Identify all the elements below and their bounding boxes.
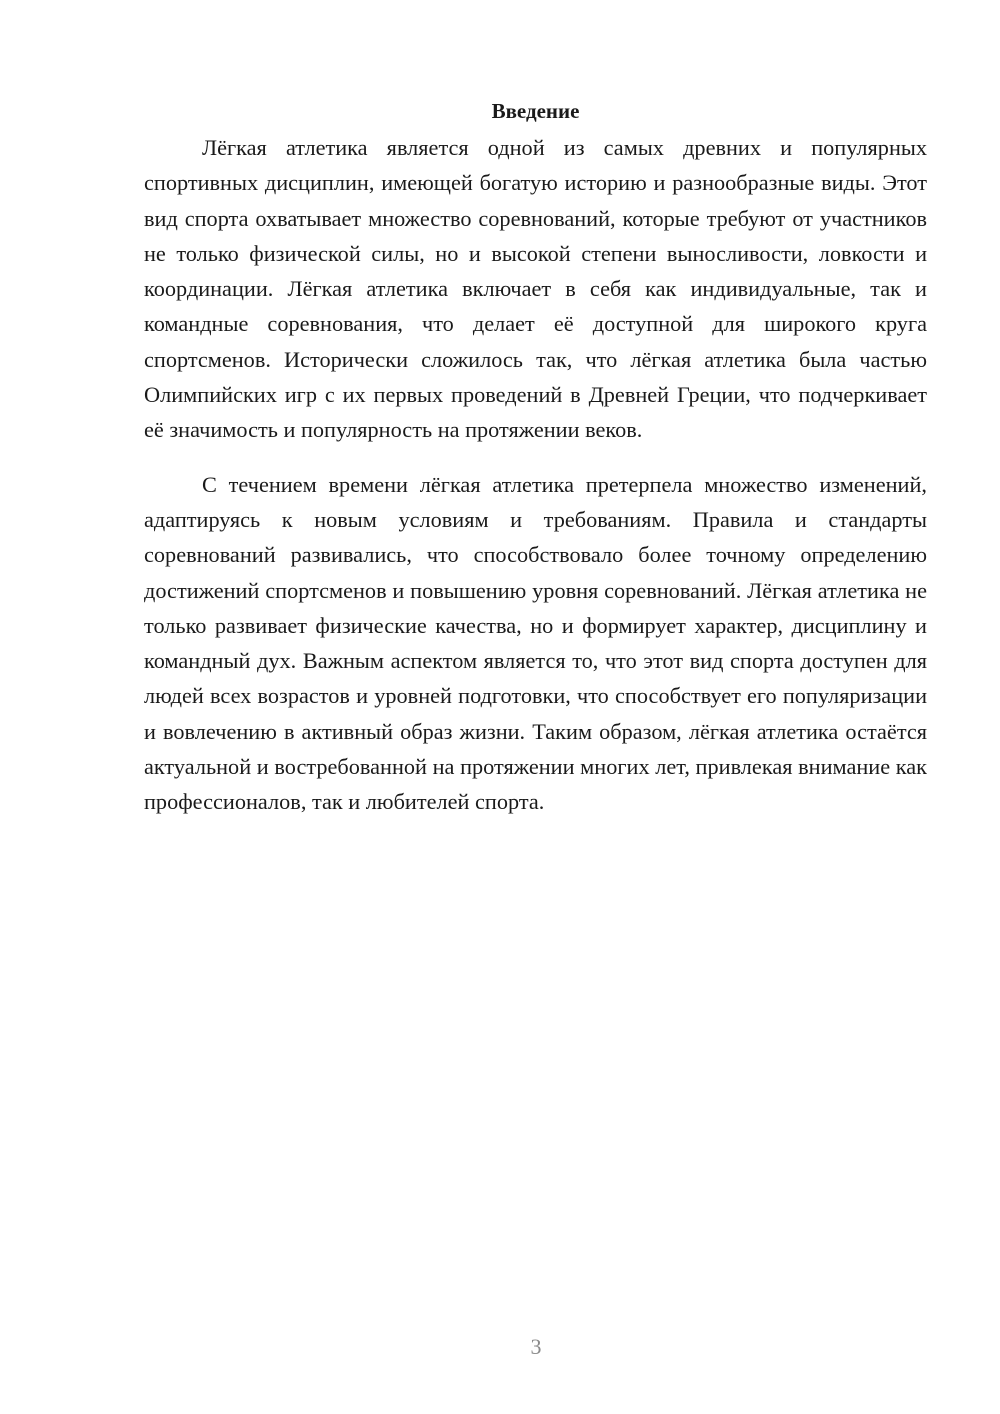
paragraph-2: С течением времени лёгкая атлетика претерпела множество изменений, адаптируясь к новым условиям и требованиям. Правила и стандарты соревнований развивались, что способствовало более точному определению достижений спортсменов и повышению уровня соревнований. Лёгкая атлетика не только развивает физические качества, но и формирует характер, дисциплину и командный дух. Важным аспектом является то, что этот вид спорта доступен для людей всех возрастов и уровней подготовки, что способствует его популяризации и вовлечению в активный образ жизни. Таким образом, лёгкая атлетика остаётся актуальной и востребованной на протяжении многих лет, привлекая внимание как профессионалов, так и любителей спорта.: [144, 471, 927, 815]
page-number: 3: [530, 1334, 542, 1359]
paragraph-1: Лёгкая атлетика является одной из самых древних и популярных спортивных дисциплин, имеющей богатую историю и разнообразные виды. Этот вид спорта охватывает множество соревнований, которые требуют от участников не только физической силы, но и высокой степени выносливости, ловкости и координации. Лёгкая атлетика включает в себя как индивидуальные, так и командные соревнования, что делает её доступной для широкого круга спортсменов. Исторически сложилось так, что лёгкая атлетика была частью Олимпийских игр с их первых проведений в Древней Греции, что подчеркивает её значимость и популярность на протяжении веков.: [144, 135, 927, 443]
section-heading: Введение: [491, 99, 580, 123]
page-content: [144, 96, 927, 820]
